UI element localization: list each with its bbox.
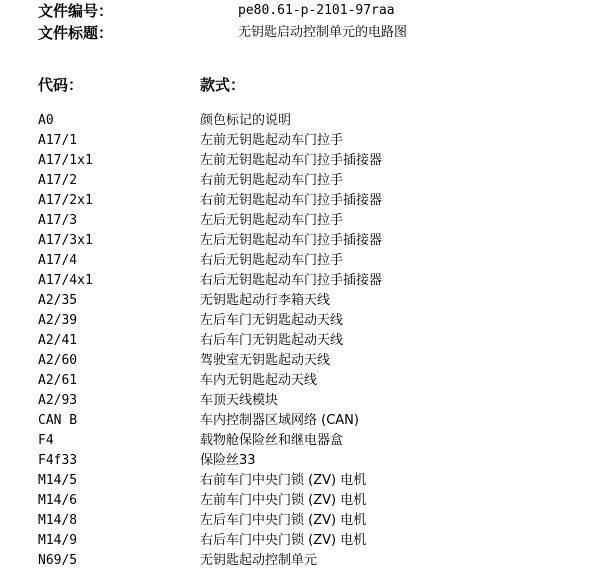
component-description: 右后无钥匙起动车门拉手插接器 [200, 273, 383, 288]
component-code: A2/41 [38, 333, 78, 348]
component-description: 右前无钥匙起动车门拉手插接器 [200, 193, 383, 208]
component-description: 载物舱保险丝和继电器盒 [200, 433, 344, 448]
list-item [0, 331, 601, 351]
list-item [0, 351, 601, 371]
component-code: A17/2 [38, 173, 78, 188]
component-description: 左后车门无钥匙起动天线 [200, 313, 344, 328]
component-description: 右后车门中央门锁 (ZV) 电机 [200, 533, 367, 548]
list-item [0, 411, 601, 431]
doc-title-label: 文件标题： [38, 24, 114, 42]
component-code: A2/61 [38, 373, 78, 388]
component-description: 左前无钥匙起动车门拉手 [200, 133, 344, 148]
component-description: 车顶天线模块 [200, 393, 279, 408]
list-item [0, 131, 601, 151]
code-column-header: 代码： [38, 76, 84, 94]
list-item [0, 231, 601, 251]
component-code: M14/6 [38, 493, 78, 508]
component-description: 左后无钥匙起动车门拉手 [200, 213, 344, 228]
component-code: A17/2x1 [38, 193, 93, 208]
component-description: 无钥匙起动行李箱天线 [200, 293, 331, 308]
list-item [0, 491, 601, 511]
list-item [0, 391, 601, 411]
component-description: 无钥匙起动控制单元 [200, 553, 318, 568]
component-code: A17/1 [38, 133, 78, 148]
component-description: 驾驶室无钥匙起动天线 [200, 353, 331, 368]
component-description: 右前车门中央门锁 (ZV) 电机 [200, 473, 367, 488]
component-description: 左后无钥匙起动车门拉手插接器 [200, 233, 383, 248]
component-code: M14/9 [38, 533, 78, 548]
list-item [0, 271, 601, 291]
component-code: M14/5 [38, 473, 78, 488]
list-item [0, 431, 601, 451]
style-column-header: 款式： [200, 76, 246, 94]
list-item [0, 251, 601, 271]
component-code: A2/35 [38, 293, 78, 308]
list-item [0, 551, 601, 571]
list-item [0, 211, 601, 231]
component-code: A2/93 [38, 393, 78, 408]
component-description: 保险丝33 [200, 453, 256, 468]
component-description: 右后无钥匙起动车门拉手 [200, 253, 344, 268]
doc-title-row [0, 22, 601, 44]
list-item [0, 191, 601, 211]
component-code: A17/3x1 [38, 233, 93, 248]
list-item [0, 371, 601, 391]
component-description: 颜色标记的说明 [200, 113, 292, 128]
component-code: A17/1x1 [38, 153, 93, 168]
component-description: 车内控制器区域网络 (CAN) [200, 413, 359, 428]
component-description: 左后车门中央门锁 (ZV) 电机 [200, 513, 367, 528]
doc-title-value: 无钥匙启动控制单元的电路图 [238, 25, 408, 40]
component-code: N69/5 [38, 553, 78, 568]
component-description: 左前车门中央门锁 (ZV) 电机 [200, 493, 367, 508]
component-code: A0 [38, 113, 54, 128]
component-code: A2/39 [38, 313, 78, 328]
list-item [0, 451, 601, 471]
list-item [0, 171, 601, 191]
component-code: F4f33 [38, 453, 78, 468]
component-code: CAN B [38, 413, 78, 428]
component-list [0, 111, 601, 571]
component-code: A2/60 [38, 353, 78, 368]
component-code: M14/8 [38, 513, 78, 528]
component-description: 右后车门无钥匙起动天线 [200, 333, 344, 348]
list-item [0, 311, 601, 331]
component-code: F4 [38, 433, 54, 448]
component-code: A17/3 [38, 213, 78, 228]
list-item [0, 511, 601, 531]
doc-number-row [0, 0, 601, 22]
component-description: 左前无钥匙起动车门拉手插接器 [200, 153, 383, 168]
list-item [0, 111, 601, 131]
list-item [0, 531, 601, 551]
list-item [0, 471, 601, 491]
component-description: 右前无钥匙起动车门拉手 [200, 173, 344, 188]
list-item [0, 151, 601, 171]
component-code: A17/4x1 [38, 273, 93, 288]
component-code: A17/4 [38, 253, 78, 268]
component-description: 车内无钥匙起动天线 [200, 373, 318, 388]
doc-number-label: 文件编号： [38, 2, 114, 20]
doc-number-value: pe80.61-p-2101-97raa [238, 3, 395, 18]
list-item [0, 291, 601, 311]
